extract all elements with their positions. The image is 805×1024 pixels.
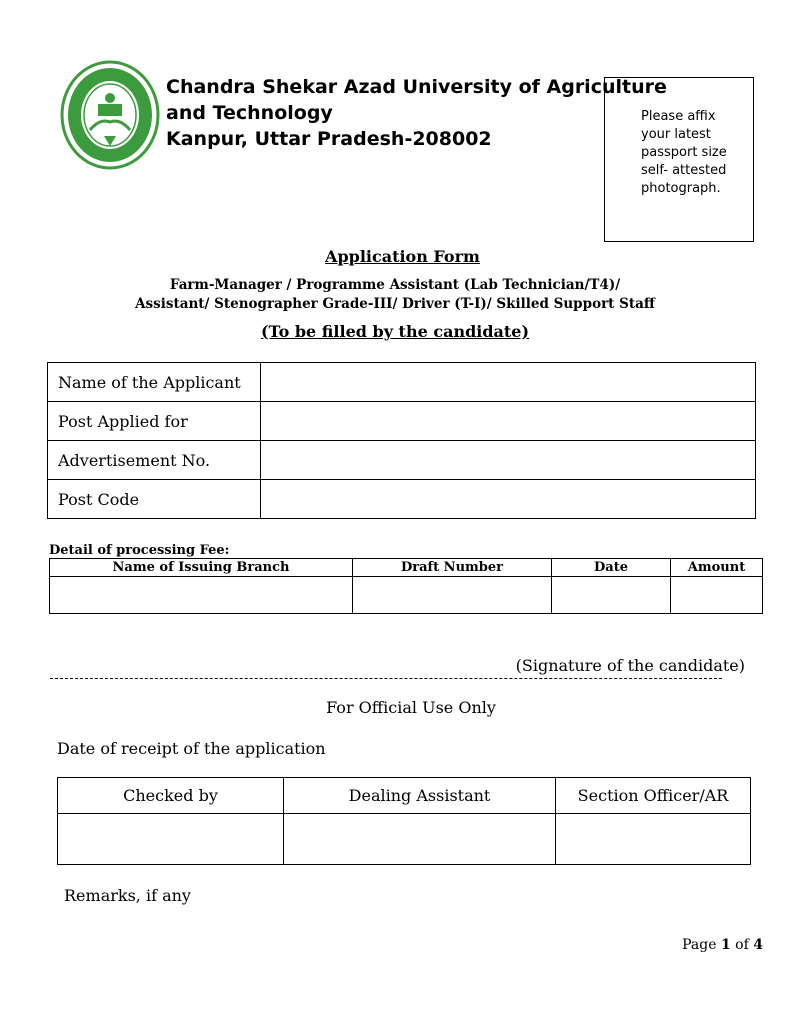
advertisement-no-field[interactable]: [261, 441, 756, 480]
receipt-date-label: Date of receipt of the application: [57, 739, 326, 758]
university-name: [166, 74, 667, 152]
table-row: [58, 814, 751, 865]
university-address: Kanpur, Uttar Pradesh-208002: [166, 128, 492, 150]
photo-instruction-line: passport size: [641, 145, 727, 160]
draft-number-field[interactable]: [353, 577, 552, 614]
photo-box[interactable]: [604, 77, 754, 242]
page-prefix: Page: [682, 937, 721, 953]
applicant-name-field[interactable]: [261, 363, 756, 402]
filled-by-note: (To be filled by the candidate): [260, 322, 530, 341]
date-field[interactable]: [552, 577, 671, 614]
amount-header: Amount: [671, 559, 763, 577]
advertisement-no-label: Advertisement No.: [48, 441, 261, 480]
photo-instruction-line: your latest: [641, 127, 711, 142]
applicant-details-table: [47, 362, 756, 519]
candidate-signature-label: (Signature of the candidate): [515, 656, 745, 675]
amount-field[interactable]: [671, 577, 763, 614]
form-title: Application Form: [325, 247, 480, 266]
photo-instruction-line: Please affix: [641, 109, 716, 124]
table-row: [50, 577, 763, 614]
university-name-line2: and Technology: [166, 102, 333, 124]
checked-by-field[interactable]: [58, 814, 284, 865]
remarks-label: Remarks, if any: [64, 886, 191, 905]
photo-instructions: [641, 108, 751, 198]
processing-fee-table: [49, 558, 763, 614]
section-officer-header: Section Officer/AR: [556, 778, 751, 814]
official-use-table: [57, 777, 751, 865]
issuing-branch-header: Name of Issuing Branch: [50, 559, 353, 577]
university-seal-icon: [60, 60, 160, 170]
dealing-assistant-header: Dealing Assistant: [284, 778, 556, 814]
date-header: Date: [552, 559, 671, 577]
photo-instruction-line: photograph.: [641, 181, 721, 196]
section-officer-field[interactable]: [556, 814, 751, 865]
post-applied-label: Post Applied for: [48, 402, 261, 441]
post-applied-field[interactable]: [261, 402, 756, 441]
page-of: of: [730, 937, 754, 953]
posts-line1: Farm-Manager / Programme Assistant (Lab Technician/T4)/: [169, 277, 621, 293]
post-code-field[interactable]: [261, 480, 756, 519]
dealing-assistant-field[interactable]: [284, 814, 556, 865]
table-row: [48, 441, 756, 480]
draft-number-header: Draft Number: [353, 559, 552, 577]
table-row: [48, 480, 756, 519]
page-current: 1: [720, 937, 731, 953]
cut-line-divider: [50, 678, 722, 679]
page-number: [682, 937, 763, 953]
applicant-name-label: Name of the Applicant: [48, 363, 261, 402]
posts-line2: Assistant/ Stenographer Grade-III/ Driver (T-I)/ Skilled Support Staff: [135, 296, 655, 312]
table-header-row: [58, 778, 751, 814]
checked-by-header: Checked by: [58, 778, 284, 814]
official-use-title: For Official Use Only: [326, 698, 496, 717]
table-header-row: [50, 559, 763, 577]
page-total: 4: [753, 937, 763, 953]
post-code-label: Post Code: [48, 480, 261, 519]
photo-instruction-line: self- attested: [641, 163, 727, 178]
table-row: [48, 363, 756, 402]
posts-list: [0, 276, 790, 314]
processing-fee-label: Detail of processing Fee:: [49, 543, 230, 558]
university-name-line1: Chandra Shekar Azad University of Agriculture: [166, 76, 667, 98]
issuing-branch-field[interactable]: [50, 577, 353, 614]
table-row: [48, 402, 756, 441]
